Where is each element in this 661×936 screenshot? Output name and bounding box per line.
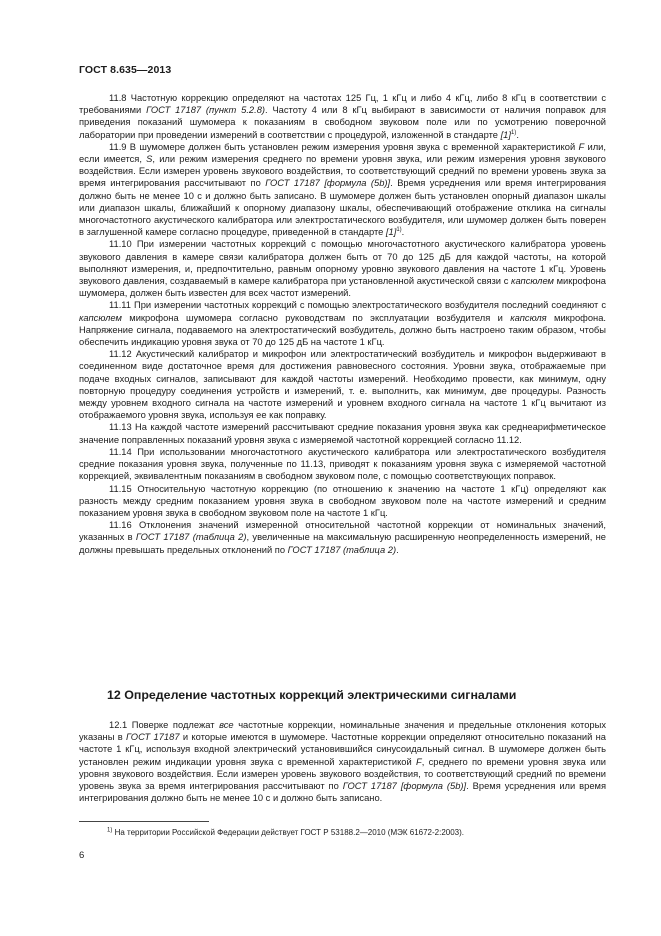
text-run: 11.14 При использовании многочастотного акустического калибратора или электростатического возбудителя средние показания уровня звука, полученные по 11.13, приводят к показаниям уровня звука с измеряемой частотной коррекцией, эквивалентным показаниям в свободном звуковом поле, с помощью соответствующих поправок. — [79, 446, 606, 482]
paragraph-11-12 — [79, 348, 606, 421]
text-run: . Частоту 4 или 8 кГц выбирают в зависимости от наличия поправок для приведения показаний шумомера к показаниям в свободном звуковом поле или по усмотрению поверочной лаборатории при проведении измерений в соответствии с процедурой, изложенной в стандарте — [79, 105, 607, 140]
text-run: все — [219, 720, 234, 730]
text-run: [1] — [385, 227, 397, 238]
text-run: ГОСТ 17187 [формула (5b)] — [265, 178, 391, 189]
text-run: 11.8 Частотную коррекцию определяют на частотах 125 Гц, 1 кГц и либо 4 кГц, либо 8 кГц в соответствии с требованиями — [79, 93, 606, 116]
text-run: F — [578, 141, 585, 152]
paragraph-11-8 — [79, 92, 606, 141]
text-run: ГОСТ 17187 — [126, 732, 180, 743]
paragraph-11-15 — [79, 483, 606, 520]
text-run: , среднего по времени уровня звука или уровня звукового воздействия. Если измерен уровень звукового воздействия, то соответствующий средний по времени уровень звука за время интегрирования рассчитывают по — [79, 756, 606, 792]
text-run: микрофона шумомера согласно руководствам по эксплуатации возбудителя и — [121, 312, 511, 323]
footnote-divider — [79, 821, 209, 822]
document-header: ГОСТ 8.635—2013 — [79, 64, 172, 76]
text-run: . — [516, 129, 519, 140]
text-run: 11.16 Отклонения значений измеренной относительной частотной коррекции от номинальных значений, указанных в — [79, 520, 606, 543]
text-run: и которые имеются в шумомере. Частотные коррекции определяют относительно показаний на частоте 1 кГц, используя входной электрический установившийся синусоидальный сигнал. В шумомере должен быть установлен режим индикации уровня звука с временной характеристикой — [79, 732, 606, 767]
text-run: . — [401, 227, 405, 238]
text-run: капсюлем — [79, 312, 122, 323]
footnote — [107, 828, 464, 837]
text-run: 11.9 В шумомере должен быть установлен режим измерения уровня звука с временной характеристикой — [109, 141, 579, 152]
text-run: ГОСТ 17187 (таблица 2) — [287, 544, 397, 555]
text-run: ГОСТ 17187 [формула (5b)] — [342, 781, 467, 792]
text-run: микрофона. Напряжение сигнала, подаваемого на электростатический возбудитель, должно быть настроено таким образом, чтобы обеспечить индикацию уровня звука от 70 до 125 дБ на частоте 1 кГц. — [79, 312, 607, 348]
text-run: ГОСТ 17187 (пункт 5.2.8) — [146, 105, 266, 116]
text-run: , увеличенные на максимальную расширенную неопределенность измерений, не должны превышать предельных отклонений по — [79, 532, 606, 555]
text-run: . Время усреднения или время интегрирования должно быть не менее 10 с и должно быть записано. — [79, 781, 607, 804]
paragraph-11-14 — [79, 446, 606, 483]
text-run: F — [416, 756, 422, 767]
text-run: . — [396, 544, 399, 555]
text-run: или, если имеется, — [79, 141, 606, 165]
text-run: 12.1 Поверке подлежат — [109, 720, 220, 730]
footnote-mark: 1) — [107, 827, 113, 834]
text-run: капсюлем — [511, 276, 554, 287]
text-run: 11.11 При измерении частотных коррекций с помощью электростатического возбудителя последний соединяют с — [109, 300, 606, 311]
text-run: частотные коррекции, номинальные значения и предельные отклонения которых указаны в — [79, 720, 606, 743]
text-run: , или режим измерения среднего по времени уровня звука, или режим измерения уровня звукового воздействия. Если измерен уровень звукового воздействия, то соответствующий средний по времени уровень звука за время интегрирования рассчитывают по — [79, 154, 606, 189]
text-run: 11.12 Акустический калибратор и микрофон или электростатический возбудитель и микрофон выдерживают в соединенном виде достаточное время для достижения равновесного состояния. Уровни звука, отображаемые при подаче входных сигналов, записывают для каждой частоты измерений. Необходимо провести, как минимум, одну повторную процедуру соединения устройств и измерений, т. е. выполнить, как минимум, две процедуры. Разность между уровнем входного сигнала на частоте измерений и уровнем входного сигнала на частоте 1 кГц вычитают из отображаемого уровня звука, используя ее как поправку. — [79, 349, 606, 421]
paragraph-11-11 — [79, 299, 606, 348]
text-run: 11.15 Относительную частотную коррекцию (по отношению к значению на частоте 1 кГц) определяют как разность между средним показанием уровня звука в свободном звуковом поле на частоте измерений и средним показанием уровня звука в свободном звуковом поле на частоте 1 кГц. — [79, 483, 606, 518]
footnote-ref: 1) — [396, 227, 402, 234]
section-11-body — [79, 92, 606, 556]
text-run: [1] — [500, 129, 511, 140]
text-run: 11.13 На каждой частоте измерений рассчитывают средние показания уровня звука как среднеарифметическое значение поправленных показаний уровня звука с измеряемой частотной коррекцией согласно 11.12. — [79, 422, 606, 445]
section-12-body — [79, 719, 606, 804]
paragraph-11-13 — [79, 421, 606, 445]
paragraph-11-9 — [79, 141, 606, 239]
footnote-ref: 1) — [510, 129, 517, 136]
paragraph-12-1 — [79, 719, 606, 804]
paragraph-11-16 — [79, 519, 606, 556]
footnote-text: На территории Российской Федерации действует ГОСТ Р 53188.2—2010 (МЭК 61672-2:2003). — [112, 828, 465, 837]
text-run: микрофона шумомера, должен быть известен для всех частот измерений. — [79, 276, 606, 299]
text-run: . Время усреднения или время интегрирования должно быть не менее 10 с и должно быть записано. В шумомере должен быть установлен опорный диапазон шкалы или диапазон шкалы, ближайший к опорному диапазону шкалы, обеспечивающий отображение отклика на сигналы многочастотного акустического калибратора или электростатического возбудителя, или шумомер должен быть поверен в заглушенной камере согласно процедуре, приведенной в стандарте — [79, 178, 607, 238]
text-run: 11.10 При измерении частотных коррекций с помощью многочастотного акустического калибратора уровень звукового давления в камере связи калибратора должен быть от 70 до 125 дБ для каждой частоты, на которой выполняют измерения, и, предпочтительно, равным опорному уровню звукового давления на частоте 1 кГц. Уровень звукового давления, создаваемый в камере калибратора при установленной акустической связи с — [79, 239, 606, 287]
text-run: капсюля — [510, 312, 547, 323]
section-12-title: 12 Определение частотных коррекций электрическими сигналами — [107, 688, 517, 702]
text-run: ГОСТ 17187 (таблица 2) — [135, 532, 247, 543]
page-number: 6 — [79, 850, 85, 861]
paragraph-11-10 — [79, 238, 606, 299]
text-run: S — [146, 154, 153, 165]
